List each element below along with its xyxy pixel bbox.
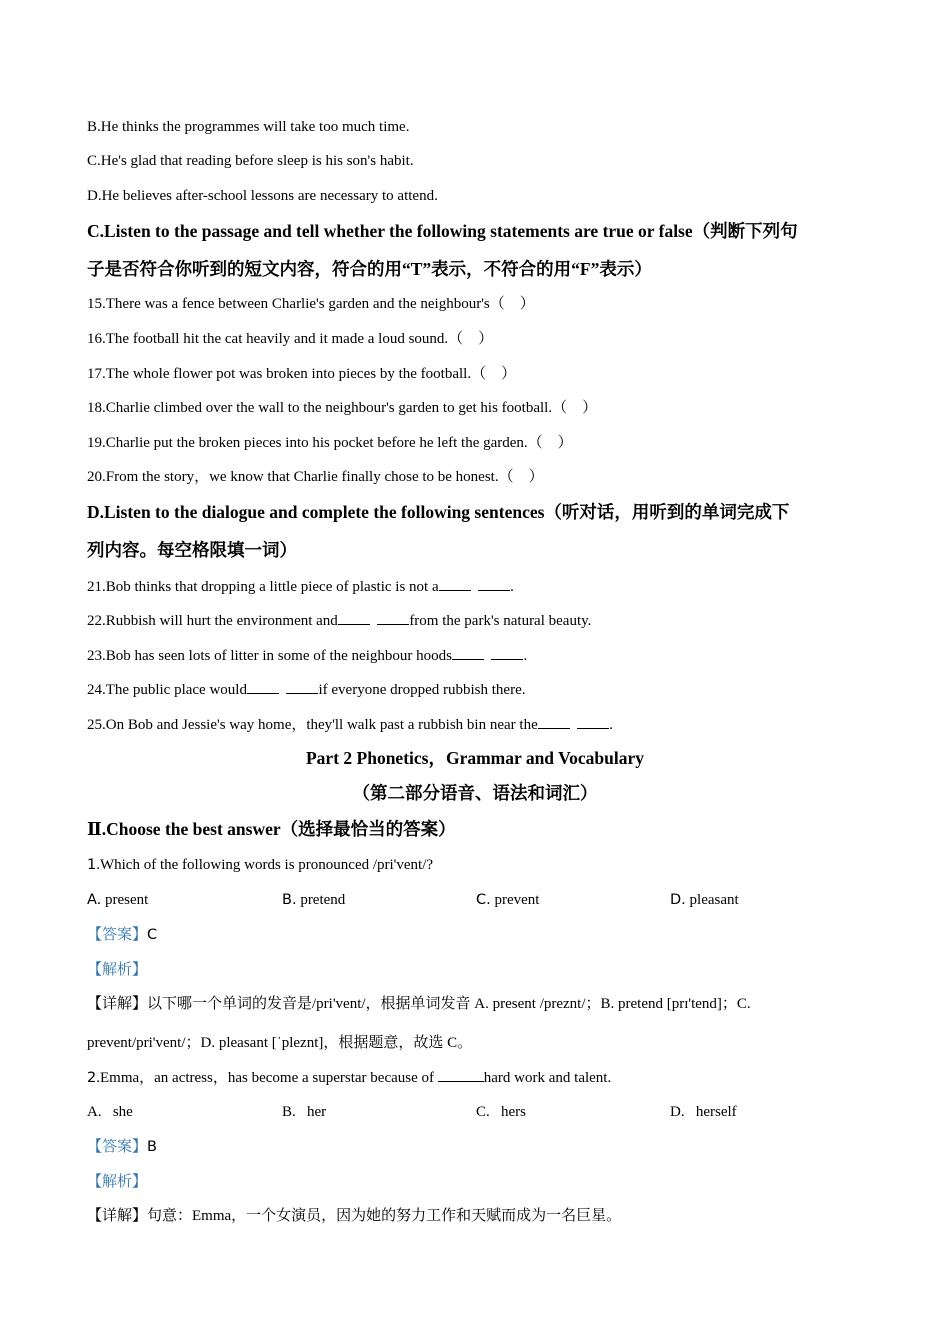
- option-text: prevent: [494, 892, 540, 908]
- question-number: 1: [87, 857, 97, 873]
- statement-15: 15.There was a fence between Charlie's garden and the neighbour's（ ）: [87, 296, 535, 312]
- option-letter: C.: [476, 1104, 490, 1120]
- option-text: she: [112, 1104, 133, 1120]
- option-text: present: [105, 892, 149, 908]
- q2-option-d[interactable]: [670, 1102, 737, 1122]
- answer-blank[interactable]: [377, 610, 409, 625]
- statement-16: 16.The football hit the cat heavily and it made a loud sound.（ ）: [87, 331, 494, 347]
- question-2: [87, 1067, 863, 1088]
- answer-blank[interactable]: [478, 576, 510, 591]
- q2-option-a[interactable]: [87, 1102, 133, 1122]
- answer-blank[interactable]: [452, 645, 484, 660]
- option-text: pleasant: [689, 892, 739, 908]
- sentence-21: [87, 576, 863, 597]
- answer-blank[interactable]: [538, 714, 570, 729]
- answer-blank[interactable]: [439, 576, 471, 591]
- section-d-title-en: D.Listen to the dialogue and complete the following sentences: [87, 502, 545, 522]
- sentence-end: .: [609, 717, 613, 733]
- answer-blank[interactable]: [286, 679, 318, 694]
- sentence-25: [87, 714, 863, 735]
- detail-text: 句意：Emma，一个女演员，因为她的努力工作和天赋而成为一名巨星。: [147, 1208, 622, 1224]
- q1-option-a[interactable]: [87, 890, 148, 910]
- part2-subtitle: （第二部分语音、语法和词汇）: [352, 783, 598, 803]
- sentence-text: 22.Rubbish will hurt the environment and: [87, 613, 338, 629]
- q1-option-d[interactable]: [670, 890, 739, 910]
- option-text: pretend: [300, 892, 346, 908]
- answer-label: 【答案】: [87, 1139, 148, 1155]
- option-letter: A.: [87, 1104, 102, 1120]
- sentence-end: from the park's natural beauty.: [409, 613, 592, 629]
- option-c: C.He's glad that reading before sleep is his son's habit.: [87, 153, 414, 169]
- sentence-text: 25.On Bob and Jessie's way home，they'll walk past a rubbish bin near the: [87, 717, 538, 733]
- q1-analysis-label: 【解析】: [87, 962, 148, 978]
- detail-label: 【详解】: [87, 996, 148, 1012]
- q2-option-c[interactable]: [476, 1102, 526, 1122]
- answer-value: C: [147, 927, 158, 943]
- part2-title: Part 2 Phonetics，Grammar and Vocabulary: [305, 748, 644, 768]
- section-d-title-cont: 列内容。每空格限填一词）: [87, 540, 297, 560]
- option-b: B.He thinks the programmes will take too much time.: [87, 119, 410, 135]
- sentence-text: 21.Bob thinks that dropping a little piece of plastic is not a: [87, 579, 439, 595]
- section-c-title-cn: （判断下列句: [692, 221, 798, 241]
- answer-value: B: [147, 1139, 157, 1155]
- sentence-end: .: [523, 648, 528, 664]
- answer-blank[interactable]: [438, 1067, 484, 1082]
- q2-option-b[interactable]: [282, 1102, 326, 1122]
- sentence-end: .: [510, 579, 514, 595]
- option-d: D.He believes after-school lessons are necessary to attend.: [87, 188, 438, 204]
- sentence-23: [87, 645, 863, 666]
- option-letter: B.: [282, 892, 297, 908]
- q1-option-c[interactable]: [476, 890, 539, 910]
- option-text: hers: [501, 1104, 527, 1120]
- q1-option-b[interactable]: [282, 890, 345, 910]
- section-d-title: [87, 500, 863, 524]
- answer-label: 【答案】: [87, 927, 148, 943]
- sentence-24: [87, 679, 863, 700]
- option-letter: D.: [670, 892, 686, 908]
- question-number: 2: [87, 1070, 97, 1086]
- answer-blank[interactable]: [338, 610, 370, 625]
- option-letter: B.: [282, 1104, 296, 1120]
- sentence-end: if everyone dropped rubbish there.: [318, 682, 526, 698]
- q1-detail: [87, 994, 863, 1014]
- q2-answer: [87, 1137, 863, 1157]
- statement-18: 18.Charlie climbed over the wall to the neighbour's garden to get his football.（ ）: [87, 400, 598, 416]
- sentence-22: [87, 610, 863, 631]
- question-stem: .Which of the following words is pronounced /pri'vent/?: [96, 857, 434, 873]
- option-text: her: [307, 1104, 327, 1120]
- answer-blank[interactable]: [491, 645, 523, 660]
- section-c-title-en: C.Listen to the passage and tell whether the following statements are true or false: [87, 221, 693, 241]
- answer-blank[interactable]: [247, 679, 279, 694]
- q2-analysis-label: 【解析】: [87, 1174, 148, 1190]
- statement-17: 17.The whole flower pot was broken into pieces by the football.（ ）: [87, 366, 517, 382]
- question-stem: .Emma，an actress，has become a superstar because of: [96, 1070, 438, 1086]
- sentence-text: 24.The public place would: [87, 682, 247, 698]
- q2-detail: [87, 1206, 863, 1226]
- statement-19: 19.Charlie put the broken pieces into his pocket before he left the garden.（ ）: [87, 435, 573, 451]
- section-2-title: Ⅱ.Choose the best answer（选择最恰当的答案）: [87, 819, 456, 839]
- question-1: [87, 855, 863, 875]
- q1-detail-cont: prevent/pri'vent/；D. pleasant [ˈpleznt]，根据题意，故选 C。: [87, 1035, 473, 1051]
- section-c-title: [87, 219, 863, 243]
- option-text: herself: [695, 1104, 737, 1120]
- sentence-text: 23.Bob has seen lots of litter in some of the neighbour hoods: [87, 648, 452, 664]
- section-d-title-cn: （听对话，用听到的单词完成下: [544, 502, 790, 522]
- q1-answer: [87, 925, 863, 945]
- option-letter: D.: [670, 1104, 685, 1120]
- answer-blank[interactable]: [577, 714, 609, 729]
- option-letter: C.: [476, 892, 491, 908]
- statement-20: 20.From the story，we know that Charlie finally chose to be honest.（ ）: [87, 469, 544, 485]
- detail-label: 【详解】: [87, 1208, 148, 1224]
- section-c-title-cont: 子是否符合你听到的短文内容，符合的用“T”表示，不符合的用“F”表示）: [87, 259, 652, 279]
- option-letter: A.: [87, 892, 102, 908]
- detail-text: 以下哪一个单词的发音是/pri'vent/，根据单词发音 A. present /preznt/；B. pretend [prɪ'tend]；C.: [147, 996, 751, 1012]
- question-stem-end: hard work and talent.: [483, 1070, 612, 1086]
